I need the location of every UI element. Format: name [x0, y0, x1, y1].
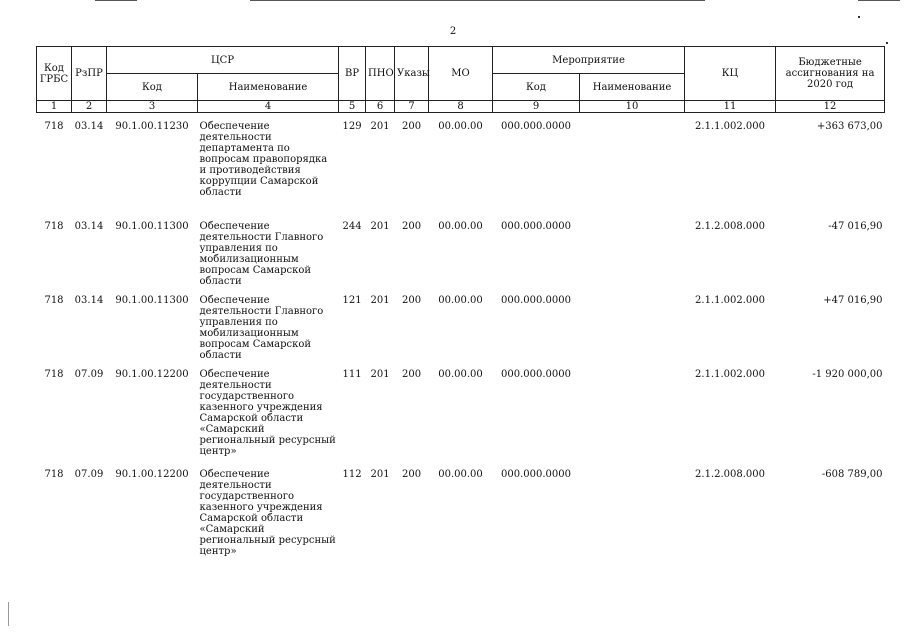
cell-csr-name: Обеспечение деятельности Главного управления по мобилизационным вопросам Самарской области — [199, 294, 324, 361]
header-ukazy: Указы — [395, 47, 429, 101]
column-number: 5 — [339, 101, 366, 113]
cell-csr-name: Обеспечение деятельности департамента по вопросам правопорядка и противодействия коррупции Самарской области — [199, 121, 328, 198]
cell-ukazy: 200 — [401, 468, 422, 480]
cell-mer-code: 000.000.0000 — [501, 220, 571, 232]
cell-vr: 244 — [342, 220, 362, 232]
cell-mer-code: 000.000.0000 — [501, 121, 571, 132]
table-row — [37, 287, 885, 361]
table-row — [37, 461, 885, 557]
column-number: 10 — [580, 101, 685, 113]
column-number: 7 — [395, 101, 429, 113]
scan-dot — [8, 602, 9, 626]
column-number: 2 — [72, 101, 107, 113]
cell-kc: 2.1.2.008.000 — [695, 468, 766, 480]
cell-mer-name — [580, 113, 685, 213]
cell-mer-code: 000.000.0000 — [501, 468, 571, 480]
cell-amount: +363 673,00 — [816, 121, 883, 132]
cell-csr-name: Обеспечение деятельности государственного казенного учреждения Самарской области «Самарский региональный ресурсный центр» — [199, 368, 336, 457]
cell-vr: 112 — [342, 468, 362, 480]
cell-ukazy: 200 — [401, 294, 422, 306]
cell-grbs: 718 — [44, 468, 64, 480]
cell-rzpr: 07.09 — [74, 468, 104, 480]
cell-kc: 2.1.1.002.000 — [695, 121, 766, 132]
budget-table — [36, 46, 885, 557]
scan-dot — [886, 42, 888, 44]
cell-mer-name — [580, 461, 685, 557]
column-number: 4 — [198, 101, 339, 113]
column-number: 12 — [776, 101, 885, 113]
cell-ukazy: 200 — [401, 220, 422, 232]
cell-rzpr: 07.09 — [74, 368, 104, 380]
cell-amount: -1 920 000,00 — [812, 368, 883, 380]
cell-amount: -608 789,00 — [821, 468, 883, 480]
header-grbs: Код ГРБС — [37, 47, 72, 101]
header-csr: ЦСР — [107, 47, 339, 74]
cell-csr-code: 90.1.00.12200 — [115, 368, 189, 380]
cell-mo: 00.00.00 — [438, 121, 483, 132]
cell-csr-name: Обеспечение деятельности государственного казенного учреждения Самарской области «Самарский региональный ресурсный центр» — [199, 468, 336, 557]
cell-kc: 2.1.1.002.000 — [695, 294, 766, 306]
cell-pno: 201 — [370, 368, 390, 380]
cell-mo: 00.00.00 — [438, 368, 483, 380]
cell-grbs: 718 — [44, 368, 64, 380]
table-row — [37, 213, 885, 287]
cell-pno: 201 — [370, 220, 390, 232]
cell-mo: 00.00.00 — [438, 220, 483, 232]
cell-csr-name: Обеспечение деятельности Главного управления по мобилизационным вопросам Самарской области — [199, 220, 324, 287]
cell-pno: 201 — [370, 468, 390, 480]
header-mer-name: Наименование — [580, 74, 685, 101]
header-meropriyatie: Мероприятие — [493, 47, 685, 74]
column-number: 3 — [107, 101, 198, 113]
header-budget: Бюджетные ассигнования на 2020 год — [776, 47, 885, 101]
page-number: 2 — [449, 26, 457, 37]
cell-kc: 2.1.1.002.000 — [695, 368, 766, 380]
cell-ukazy: 200 — [401, 368, 422, 380]
cell-kc: 2.1.2.008.000 — [695, 220, 766, 232]
cell-vr: 121 — [342, 294, 362, 306]
cell-mer-name — [580, 361, 685, 461]
cell-rzpr: 03.14 — [74, 294, 104, 306]
column-number: 8 — [429, 101, 493, 113]
cell-amount: +47 016,90 — [823, 294, 883, 306]
header-mo: МО — [429, 47, 493, 101]
cell-mer-code: 000.000.0000 — [501, 368, 571, 380]
table-header — [37, 47, 885, 113]
cell-vr: 111 — [342, 368, 362, 380]
cell-csr-code: 90.1.00.11230 — [115, 121, 189, 132]
cell-csr-code: 90.1.00.12200 — [115, 468, 189, 480]
cell-mo: 00.00.00 — [438, 294, 483, 306]
table-row — [37, 113, 885, 213]
cell-rzpr: 03.14 — [74, 121, 104, 132]
cell-ukazy: 200 — [401, 121, 422, 132]
header-rzpr: РзПР — [72, 47, 107, 101]
column-number: 11 — [685, 101, 776, 113]
header-pno: ПНО — [366, 47, 395, 101]
cell-vr: 129 — [342, 121, 362, 132]
cell-mer-code: 000.000.0000 — [501, 294, 571, 306]
header-vr: ВР — [339, 47, 366, 101]
header-mer-code: Код — [493, 74, 580, 101]
column-number: 6 — [366, 101, 395, 113]
table-body — [37, 113, 885, 557]
cell-grbs: 718 — [44, 294, 64, 306]
table-row — [37, 361, 885, 461]
cell-grbs: 718 — [44, 121, 64, 132]
cell-mer-name — [580, 213, 685, 287]
header-kc: КЦ — [685, 47, 776, 101]
scan-edge-line — [858, 0, 900, 1]
scan-edge-line — [95, 0, 137, 1]
cell-csr-code: 90.1.00.11300 — [115, 294, 189, 306]
cell-pno: 201 — [370, 121, 390, 132]
cell-mer-name — [580, 287, 685, 361]
cell-csr-code: 90.1.00.11300 — [115, 220, 189, 232]
column-number: 1 — [37, 101, 72, 113]
scan-edge-line — [250, 0, 705, 1]
cell-amount: -47 016,90 — [828, 220, 883, 232]
scan-dot — [858, 16, 860, 18]
header-csr-name: Наименование — [198, 74, 339, 101]
header-csr-code: Код — [107, 74, 198, 101]
cell-mo: 00.00.00 — [438, 468, 483, 480]
column-number: 9 — [493, 101, 580, 113]
cell-pno: 201 — [370, 294, 390, 306]
cell-rzpr: 03.14 — [74, 220, 104, 232]
cell-grbs: 718 — [44, 220, 64, 232]
